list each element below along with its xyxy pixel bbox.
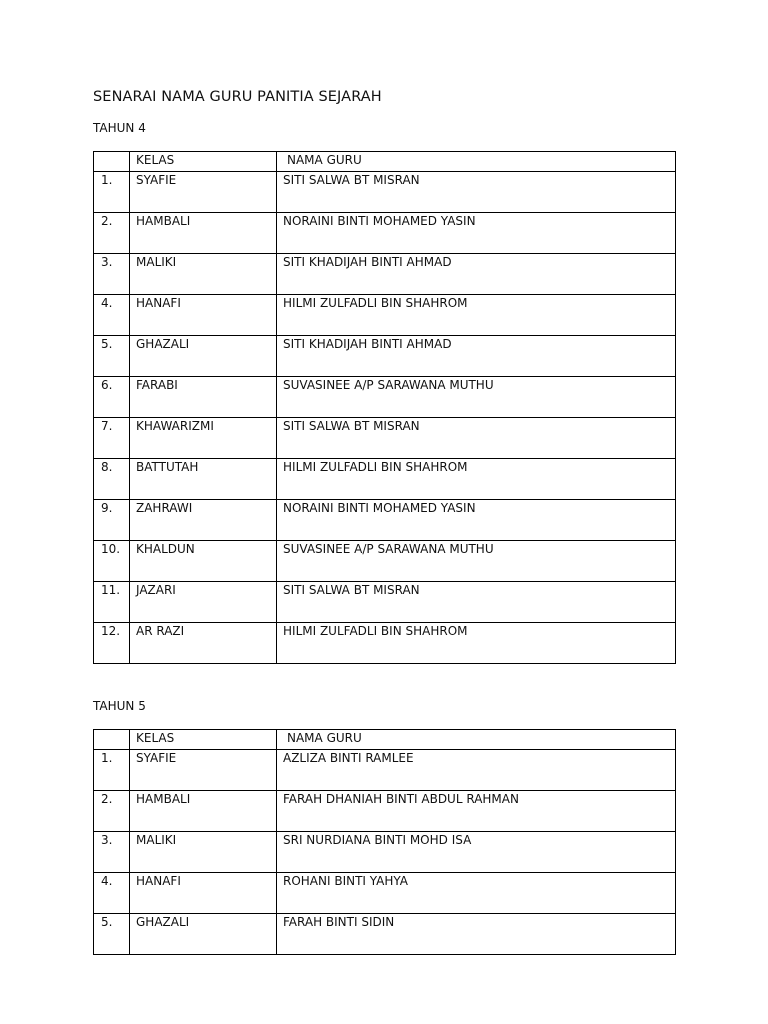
teacher-name-cell: [277, 500, 676, 541]
header-kelas-label: KELAS: [136, 731, 175, 745]
row-number-cell: [94, 873, 130, 914]
teacher-name: SITI SALWA BT MISRAN: [283, 173, 420, 187]
section-label-tahun-4: TAHUN 4: [93, 121, 146, 135]
table-row: [94, 254, 676, 295]
teacher-name-cell: [277, 750, 676, 791]
row-number: 1.: [101, 173, 113, 187]
table-row: [94, 750, 676, 791]
row-number-cell: [94, 377, 130, 418]
kelas-name-cell: [130, 541, 277, 582]
kelas-name: ZAHRAWI: [136, 501, 193, 515]
table-row: [94, 172, 676, 213]
row-number-cell: [94, 459, 130, 500]
row-number-cell: [94, 336, 130, 377]
kelas-name: KHALDUN: [136, 542, 195, 556]
row-number-cell: [94, 254, 130, 295]
row-number: 6.: [101, 378, 113, 392]
teacher-name-cell: [277, 295, 676, 336]
teacher-name: SITI KHADIJAH BINTI AHMAD: [283, 337, 452, 351]
kelas-name-cell: [130, 623, 277, 664]
row-number: 4.: [101, 874, 113, 888]
teacher-name: SRI NURDIANA BINTI MOHD ISA: [283, 833, 472, 847]
teacher-name: SUVASINEE A/P SARAWANA MUTHU: [283, 542, 494, 556]
teacher-name-cell: [277, 791, 676, 832]
kelas-name: FARABI: [136, 378, 178, 392]
header-cell-nama-guru: [277, 152, 676, 172]
kelas-name-cell: [130, 459, 277, 500]
table-row: [94, 582, 676, 623]
teacher-name: SITI SALWA BT MISRAN: [283, 419, 420, 433]
row-number: 1.: [101, 751, 113, 765]
kelas-name: JAZARI: [136, 583, 176, 597]
teacher-name: SUVASINEE A/P SARAWANA MUTHU: [283, 378, 494, 392]
teacher-name: NORAINI BINTI MOHAMED YASIN: [283, 501, 476, 515]
kelas-name-cell: [130, 500, 277, 541]
row-number: 8.: [101, 460, 113, 474]
kelas-name-cell: [130, 914, 277, 955]
row-number-cell: [94, 623, 130, 664]
table-row: [94, 459, 676, 500]
teacher-name-cell: [277, 623, 676, 664]
teacher-name-cell: [277, 541, 676, 582]
row-number-cell: [94, 172, 130, 213]
row-number: 3.: [101, 833, 113, 847]
kelas-name: SYAFIE: [136, 751, 177, 765]
row-number-cell: [94, 582, 130, 623]
row-number: 10.: [101, 542, 121, 556]
teacher-name: HILMI ZULFADLI BIN SHAHROM: [283, 624, 468, 638]
row-number-cell: [94, 832, 130, 873]
kelas-name-cell: [130, 582, 277, 623]
kelas-name: HAMBALI: [136, 214, 191, 228]
kelas-name-cell: [130, 832, 277, 873]
kelas-name: GHAZALI: [136, 915, 190, 929]
teacher-name: HILMI ZULFADLI BIN SHAHROM: [283, 296, 468, 310]
teacher-name-cell: [277, 459, 676, 500]
kelas-name: HAMBALI: [136, 792, 191, 806]
teacher-name: AZLIZA BINTI RAMLEE: [283, 751, 414, 765]
kelas-name-cell: [130, 213, 277, 254]
row-number-cell: [94, 213, 130, 254]
row-number: 2.: [101, 214, 113, 228]
header-cell-nama-guru: [277, 730, 676, 750]
teacher-name-cell: [277, 873, 676, 914]
teacher-name: SITI SALWA BT MISRAN: [283, 583, 420, 597]
table-tahun-4: [93, 151, 676, 664]
table-tahun-5: [93, 729, 676, 955]
kelas-name-cell: [130, 377, 277, 418]
table-row: [94, 623, 676, 664]
table-body-tahun-4: [94, 152, 676, 664]
row-number: 7.: [101, 419, 113, 433]
table-row: [94, 914, 676, 955]
header-nama-guru-label: NAMA GURU: [287, 153, 362, 167]
row-number: 2.: [101, 792, 113, 806]
teacher-name: ROHANI BINTI YAHYA: [283, 874, 409, 888]
row-number-cell: [94, 750, 130, 791]
table-header-row: [94, 152, 676, 172]
teacher-name-cell: [277, 377, 676, 418]
document-title: SENARAI NAMA GURU PANITIA SEJARAH: [93, 89, 382, 105]
table-row: [94, 791, 676, 832]
kelas-name: GHAZALI: [136, 337, 190, 351]
table-row: [94, 295, 676, 336]
row-number-cell: [94, 500, 130, 541]
header-nama-guru-label: NAMA GURU: [287, 731, 362, 745]
kelas-name: SYAFIE: [136, 173, 177, 187]
row-number-cell: [94, 791, 130, 832]
row-number: 12.: [101, 624, 121, 638]
teacher-name-cell: [277, 336, 676, 377]
kelas-name: MALIKI: [136, 255, 177, 269]
teacher-name-cell: [277, 418, 676, 459]
table-row: [94, 541, 676, 582]
row-number-cell: [94, 418, 130, 459]
teacher-name: SITI KHADIJAH BINTI AHMAD: [283, 255, 452, 269]
row-number: 5.: [101, 337, 113, 351]
table-body-tahun-5: [94, 730, 676, 955]
kelas-name-cell: [130, 418, 277, 459]
row-number-cell: [94, 295, 130, 336]
teacher-name: NORAINI BINTI MOHAMED YASIN: [283, 214, 476, 228]
kelas-name-cell: [130, 873, 277, 914]
kelas-name: AR RAZI: [136, 624, 185, 638]
kelas-name-cell: [130, 336, 277, 377]
table-row: [94, 336, 676, 377]
kelas-name-cell: [130, 254, 277, 295]
header-cell-no: [94, 730, 130, 750]
table-row: [94, 418, 676, 459]
row-number-cell: [94, 541, 130, 582]
teacher-name: FARAH DHANIAH BINTI ABDUL RAHMAN: [283, 792, 519, 806]
kelas-name-cell: [130, 172, 277, 213]
header-cell-kelas: [130, 730, 277, 750]
row-number: 3.: [101, 255, 113, 269]
table-row: [94, 873, 676, 914]
kelas-name-cell: [130, 295, 277, 336]
table-row: [94, 377, 676, 418]
kelas-name: HANAFI: [136, 874, 181, 888]
table-row: [94, 832, 676, 873]
row-number: 9.: [101, 501, 113, 515]
kelas-name: MALIKI: [136, 833, 177, 847]
teacher-name: HILMI ZULFADLI BIN SHAHROM: [283, 460, 468, 474]
header-kelas-label: KELAS: [136, 153, 175, 167]
row-number: 11.: [101, 583, 121, 597]
table-header-row: [94, 730, 676, 750]
teacher-name-cell: [277, 172, 676, 213]
kelas-name: BATTUTAH: [136, 460, 199, 474]
table-row: [94, 500, 676, 541]
row-number-cell: [94, 914, 130, 955]
header-cell-kelas: [130, 152, 277, 172]
kelas-name-cell: [130, 750, 277, 791]
teacher-name: FARAH BINTI SIDIN: [283, 915, 395, 929]
section-label-tahun-5: TAHUN 5: [93, 699, 146, 713]
teacher-name-cell: [277, 832, 676, 873]
teacher-name-cell: [277, 254, 676, 295]
kelas-name: HANAFI: [136, 296, 181, 310]
kelas-name: KHAWARIZMI: [136, 419, 214, 433]
teacher-name-cell: [277, 914, 676, 955]
header-cell-no: [94, 152, 130, 172]
row-number: 4.: [101, 296, 113, 310]
teacher-name-cell: [277, 213, 676, 254]
table-row: [94, 213, 676, 254]
kelas-name-cell: [130, 791, 277, 832]
teacher-name-cell: [277, 582, 676, 623]
row-number: 5.: [101, 915, 113, 929]
